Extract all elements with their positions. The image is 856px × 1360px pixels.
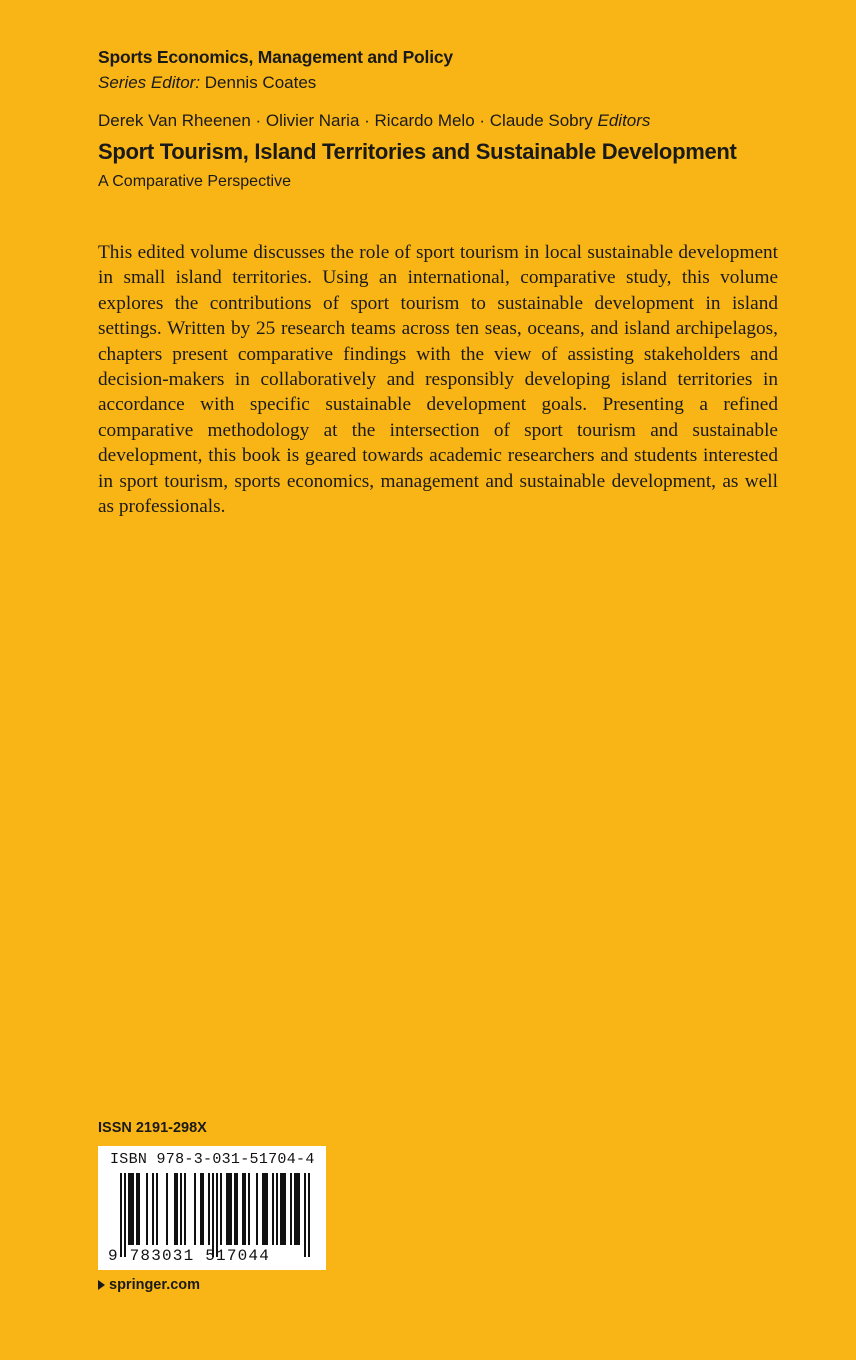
publisher-link[interactable] (98, 1277, 200, 1293)
barcode-bar (276, 1173, 278, 1245)
barcode-bar (152, 1173, 154, 1245)
isbn-barcode (98, 1146, 326, 1270)
barcode-bar (200, 1173, 202, 1245)
barcode-bar (166, 1173, 168, 1245)
series-title: Sports Economics, Management and Policy (98, 47, 453, 67)
barcode-bar (146, 1173, 148, 1245)
barcode-bar (266, 1173, 268, 1245)
barcode-bar (294, 1173, 296, 1245)
barcode-bar (136, 1173, 138, 1245)
publisher-link-text[interactable]: springer.com (109, 1277, 201, 1293)
barcode-bar (264, 1173, 266, 1245)
barcode-bar (242, 1173, 244, 1245)
barcode-bar (184, 1173, 186, 1245)
barcode-bar (194, 1173, 196, 1245)
barcode-bar (120, 1173, 122, 1257)
barcode-bar (132, 1173, 134, 1245)
barcode-bar (180, 1173, 182, 1245)
barcode-bar (272, 1173, 274, 1245)
barcode-bar (244, 1173, 246, 1245)
barcode-bar (290, 1173, 292, 1245)
ean-digits: 9 783031 517044 (108, 1247, 271, 1265)
book-description: This edited volume discusses the role of sport tourism in local sustainable development in small island territories. Using an international, comparative study, this volume explores the contributions of sport tourism to sustainable development in island settings. Written by 25 research teams across ten seas, oceans, and island archipelagos, chapters present comparative findings with the view of assisting stakeholders and decision-makers in collaboratively and responsibly developing island territories in accordance with specific sustainable development goals. Presenting a refined comparative methodology at the intersection of sport tourism and sustainable development, this book is geared towards academic researchers and students interested in sport tourism, sports economics, management and sustainable development, as well as professionals. (98, 242, 778, 518)
barcode-bar (156, 1173, 158, 1245)
barcode-bar (128, 1173, 130, 1245)
barcode-bar (208, 1173, 210, 1245)
series-editor-label: Series Editor: (98, 73, 201, 92)
barcode-bar (282, 1173, 284, 1245)
barcode-bar (234, 1173, 236, 1245)
barcode-bar (308, 1173, 310, 1257)
barcode-bar (226, 1173, 228, 1245)
issn: ISSN 2191-298X (98, 1120, 207, 1136)
barcode-bar (220, 1173, 222, 1245)
barcode-bar (216, 1173, 218, 1257)
book-title: Sport Tourism, Island Territories and Sustainable Development (98, 139, 737, 164)
barcode-bar (236, 1173, 238, 1245)
barcode-bar (304, 1173, 306, 1257)
barcode-bar (130, 1173, 132, 1245)
editor-names: Derek Van Rheenen · Olivier Naria · Ricardo Melo · Claude Sobry (98, 111, 593, 130)
barcode-bar (248, 1173, 250, 1245)
barcode-bar (124, 1173, 126, 1257)
barcode-bar (212, 1173, 214, 1257)
triangle-right-icon (98, 1280, 105, 1290)
book-editors (98, 111, 650, 131)
barcode-bar (138, 1173, 140, 1245)
editors-role: Editors (597, 111, 651, 130)
barcode-bar (228, 1173, 230, 1245)
barcode-bar (296, 1173, 298, 1245)
series-editor-line (98, 73, 316, 93)
barcode-bar (256, 1173, 258, 1245)
barcode-bar (262, 1173, 264, 1245)
isbn-label: ISBN 978-3-031-51704-4 (110, 1151, 315, 1168)
barcode-bar (176, 1173, 178, 1245)
barcode-bar (230, 1173, 232, 1245)
barcode-bar (298, 1173, 300, 1245)
barcode-bar (284, 1173, 286, 1245)
barcode-bar (280, 1173, 282, 1245)
book-subtitle: A Comparative Perspective (98, 173, 291, 190)
barcode-bar (202, 1173, 204, 1245)
barcode-bar (174, 1173, 176, 1245)
series-editor-name: Dennis Coates (204, 73, 317, 92)
